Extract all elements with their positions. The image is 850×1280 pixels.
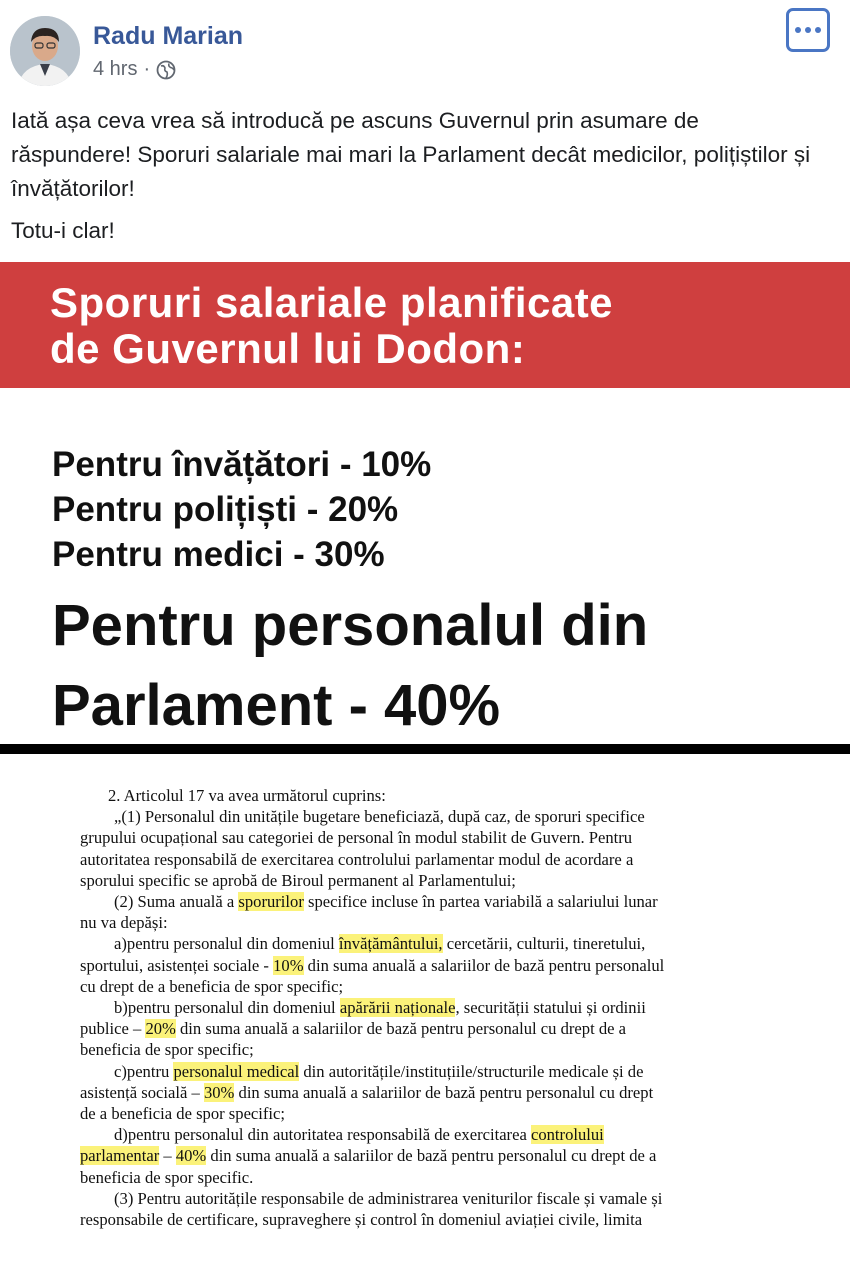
- doc-highlight: 20%: [145, 1019, 176, 1039]
- doc-line: [80, 955, 790, 976]
- divider: [0, 744, 850, 754]
- doc-line: sporului specific se aprobă de Biroul permanent al Parlamentului;: [80, 870, 516, 890]
- post-meta: [93, 58, 176, 81]
- doc-line: [80, 1082, 790, 1103]
- author-name[interactable]: Radu Marian: [93, 22, 244, 50]
- doc-text: cercetării, culturii, tineretului,: [442, 934, 646, 954]
- doc-text: c)pentru: [114, 1061, 174, 1081]
- doc-line: 2. Articolul 17 va avea următorul cuprins:: [108, 786, 386, 805]
- doc-text: (2) Suma anuală a: [114, 892, 239, 912]
- image-banner: [0, 262, 850, 388]
- post-text-paragraph-2: Totu-i clar!: [11, 218, 115, 243]
- banner-title-line-1: Sporuri salariale planificate: [50, 279, 614, 326]
- doc-text: publice –: [80, 1019, 146, 1039]
- post-time[interactable]: 4 hrs: [93, 58, 138, 80]
- doc-text: specifice incluse în partea variabilă a salariului lunar: [303, 892, 658, 912]
- doc-line: nu va depăși:: [80, 913, 168, 933]
- doc-text: din suma anuală a salariilor de bază pentru personalul cu drept de a: [206, 1146, 657, 1166]
- doc-line: [80, 1061, 790, 1082]
- doc-text: a)pentru personalul din domeniul: [114, 934, 339, 954]
- banner-title: [50, 280, 613, 372]
- doc-text: din suma anuală a salariilor de bază pentru personalul: [303, 955, 665, 975]
- doc-text: b)pentru personalul din domeniul: [114, 998, 340, 1018]
- more-options-button[interactable]: [786, 8, 830, 52]
- doc-line: responsabile de certificare, supraveghere și control în domeniul aviației civile, limita: [80, 1210, 643, 1230]
- doc-line: [80, 933, 790, 954]
- scanned-document: [80, 785, 790, 1230]
- doc-line: [80, 1145, 790, 1166]
- bonus-parliament-line-2: Parlament - 40%: [52, 673, 501, 738]
- doc-line: [80, 1124, 790, 1145]
- more-horizontal-icon: [795, 27, 801, 33]
- doc-text: din suma anuală a salariilor de bază pentru personalul cu drept de a: [175, 1019, 627, 1039]
- doc-line: [80, 1018, 790, 1039]
- doc-highlight: 10%: [273, 955, 304, 975]
- doc-line: autoritatea responsabilă de exercitarea controlului parlamentar modul de acordare a: [80, 849, 634, 869]
- post-header: [0, 0, 850, 100]
- more-dot: [805, 27, 811, 33]
- doc-line: „(1) Personalul din unitățile bugetare beneficiază, după caz, de sporuri specifice: [114, 807, 645, 827]
- bonus-row-doctors: Pentru medici - 30%: [52, 535, 385, 574]
- bonus-list: [52, 442, 431, 577]
- doc-text: d)pentru personalul din autoritatea responsabilă de exercitarea: [114, 1125, 531, 1145]
- doc-line: grupului ocupațional sau categoriei de personal în modul stabilit de Guvern. Pentru: [80, 828, 633, 848]
- doc-line: [80, 997, 790, 1018]
- doc-line: beneficia de spor specific.: [80, 1167, 254, 1187]
- bonus-parliament: [52, 586, 648, 746]
- avatar-portrait-icon: [10, 16, 80, 86]
- doc-text: din autoritățile/instituțiile/structurile medicale și de: [299, 1061, 644, 1081]
- doc-text: din suma anuală a salariilor de bază pentru personalul cu drept: [234, 1082, 654, 1102]
- doc-highlight: 30%: [203, 1082, 235, 1102]
- post-image[interactable]: [0, 262, 850, 1280]
- doc-highlight: învățământului,: [338, 934, 443, 954]
- doc-text: –: [159, 1146, 176, 1166]
- more-dot: [815, 27, 821, 33]
- doc-highlight: apărării naționale: [339, 998, 456, 1018]
- doc-highlight: parlamentar: [80, 1146, 160, 1166]
- avatar[interactable]: [10, 16, 80, 86]
- doc-text: asistență socială –: [80, 1082, 204, 1102]
- doc-line: de a beneficia de spor specific;: [80, 1104, 286, 1124]
- doc-line: cu drept de a beneficia de spor specific;: [80, 976, 344, 996]
- post-message: [11, 104, 811, 248]
- globe-icon[interactable]: [156, 60, 176, 80]
- doc-text: , securității statului și ordinii: [455, 998, 646, 1018]
- doc-highlight: sporurilor: [238, 892, 304, 912]
- doc-highlight: controlului: [530, 1125, 604, 1145]
- bonus-parliament-line-1: Pentru personalul din: [52, 593, 649, 658]
- doc-highlight: 40%: [175, 1146, 207, 1166]
- bonus-row-teachers: Pentru învățători - 10%: [52, 445, 432, 484]
- doc-line: [80, 891, 790, 912]
- post-text-paragraph-1: Iată așa ceva vrea să introducă pe ascuns Guvernul prin asumare de răspundere! Sporuri salariale mai mari la Parlament decât medicilor, polițiștilor și învățătorilor!: [11, 108, 811, 201]
- doc-text: sportului, asistenței sociale -: [80, 955, 274, 975]
- banner-title-line-2: de Guvernul lui Dodon:: [50, 325, 526, 372]
- doc-line: (3) Pentru autoritățile responsabile de administrarea veniturilor fiscale și vamale și: [114, 1188, 663, 1208]
- doc-line: beneficia de spor specific;: [80, 1040, 254, 1060]
- bonus-row-police: Pentru polițiști - 20%: [52, 490, 399, 529]
- meta-separator: ·: [143, 58, 151, 80]
- doc-highlight: personalul medical: [173, 1061, 300, 1081]
